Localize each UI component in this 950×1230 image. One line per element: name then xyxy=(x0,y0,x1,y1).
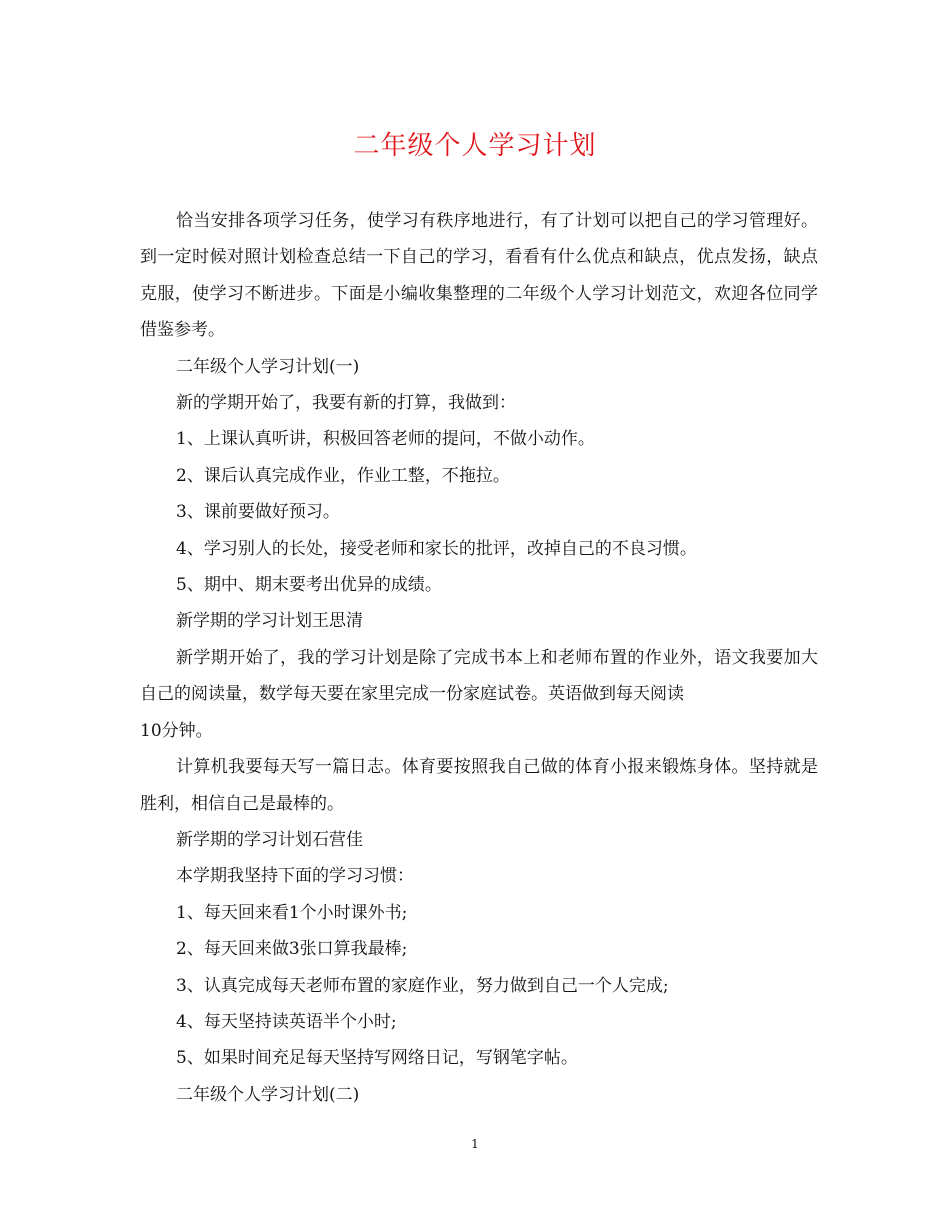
list-item: 2、每天回来做3张口算我最棒; xyxy=(176,939,408,960)
list-item: 1、每天回来看1个小时课外书; xyxy=(176,902,408,923)
section-heading-plan-2: 二年级个人学习计划(二) xyxy=(176,1084,360,1105)
document-body xyxy=(140,203,818,1113)
paragraph: 新学期开始了，我的学习计划是除了完成书本上和老师布置的作业外，语文我要加大自己的阅读量，数学每天要在家里完成一份家庭试卷。英语做到每天阅读 xyxy=(140,647,818,705)
list-item: 3、认真完成每天老师布置的家庭作业，努力做到自己一个人完成; xyxy=(176,975,669,996)
section-heading-plan-1: 二年级个人学习计划(一) xyxy=(176,356,360,377)
section-heading-wang: 新学期的学习计划王思清 xyxy=(176,611,363,632)
paragraph-intro: 恰当安排各项学习任务，使学习有秩序地进行，有了计划可以把自己的学习管理好。到一定时候对照计划检查总结一下自己的学习，看看有什么优点和缺点，优点发扬，缺点克服，使学习不断进步。下面是小编收集整理的二年级个人学习计划范文，欢迎各位同学借鉴参考。 xyxy=(140,211,818,341)
paragraph: 新的学期开始了，我要有新的打算，我做到： xyxy=(176,393,516,414)
page-number: 1 xyxy=(471,1137,479,1151)
document-title: 二年级个人学习计划 xyxy=(353,131,597,161)
list-item: 1、上课认真听讲，积极回答老师的提问，不做小动作。 xyxy=(176,429,595,450)
paragraph-continuation: 10分钟。 xyxy=(140,720,213,741)
list-item: 4、每天坚持读英语半个小时; xyxy=(176,1011,397,1032)
list-item: 5、如果时间充足每天坚持写网络日记，写钢笔字帖。 xyxy=(176,1048,578,1069)
list-item: 5、期中、期末要考出优异的成绩。 xyxy=(176,575,442,596)
section-heading-shi: 新学期的学习计划石营佳 xyxy=(176,829,363,850)
paragraph: 本学期我坚持下面的学习习惯： xyxy=(176,866,414,887)
list-item: 3、课前要做好预习。 xyxy=(176,502,340,523)
paragraph: 计算机我要每天写一篇日志。体育要按照我自己做的体育小报来锻炼身体。坚持就是胜利，相信自己是最棒的。 xyxy=(140,757,818,814)
list-item: 4、学习别人的长处，接受老师和家长的批评，改掉自己的不良习惯。 xyxy=(176,538,697,559)
list-item: 2、课后认真完成作业，作业工整，不拖拉。 xyxy=(176,465,510,486)
